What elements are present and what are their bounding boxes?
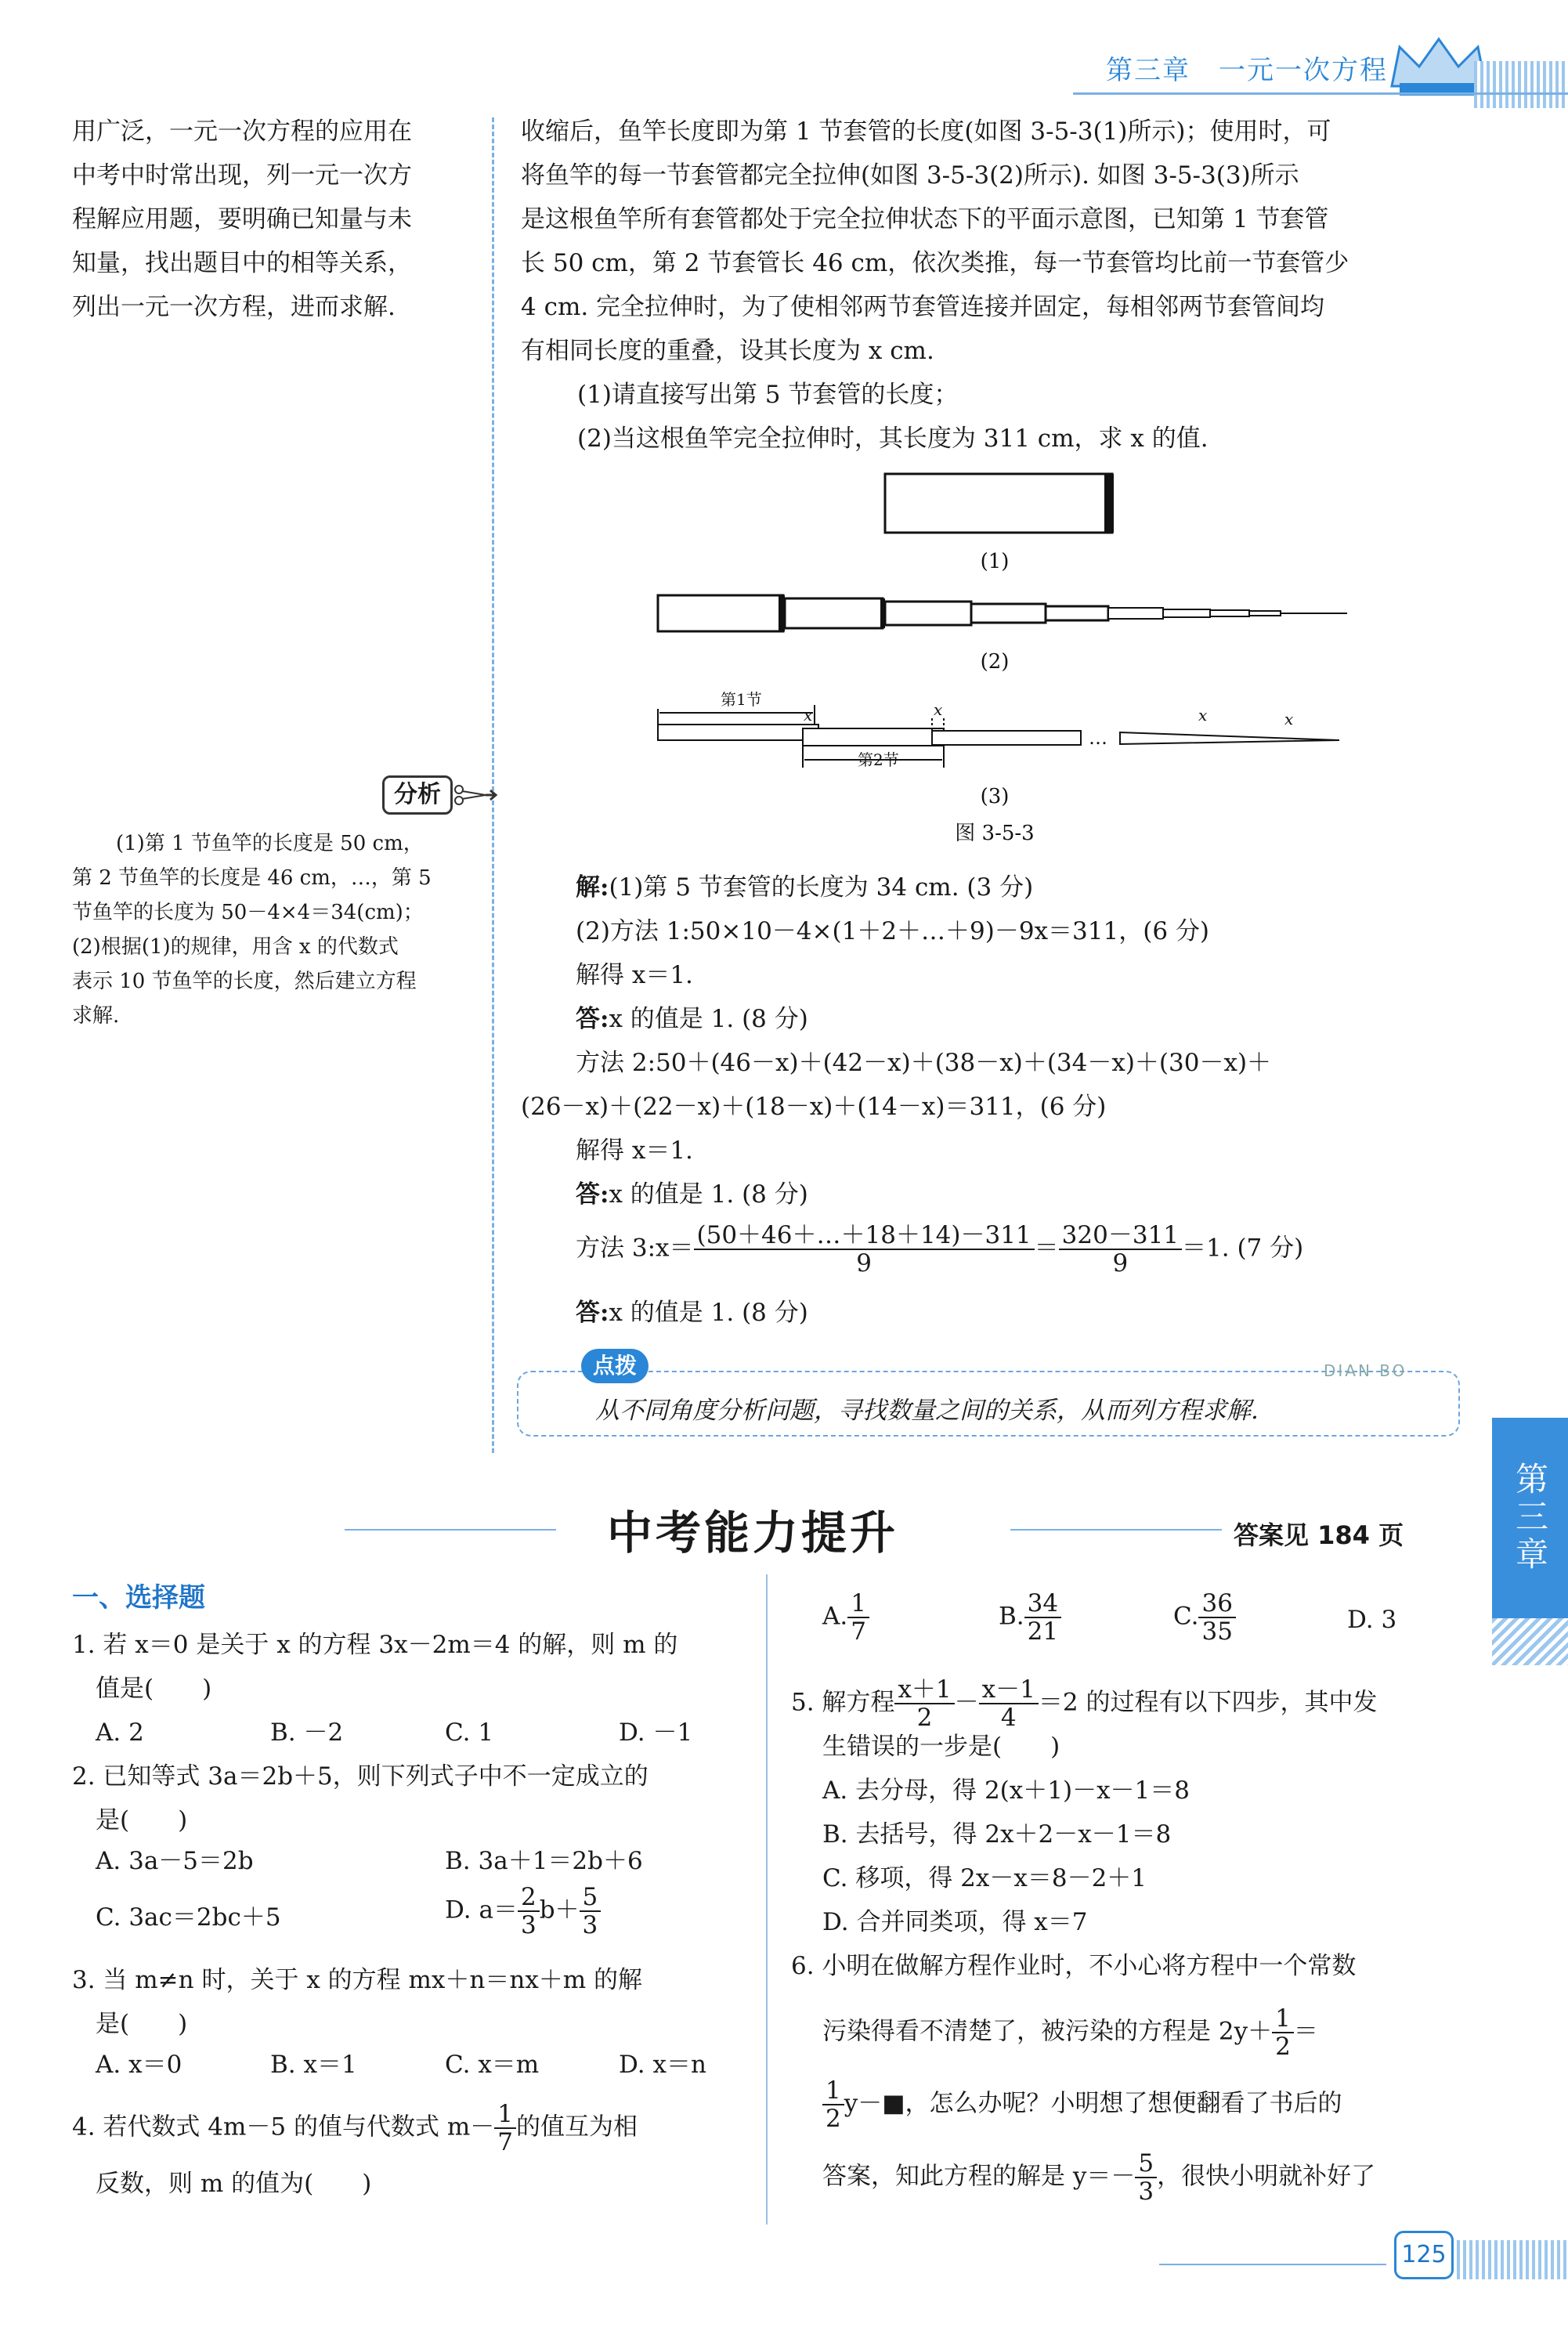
question-5-line-1 (791, 1676, 1480, 1731)
intro-line: 列出一元一次方程，进而求解. (72, 293, 396, 321)
frac-num: x＋1 (894, 1676, 954, 1704)
frac-num: 5 (1135, 2150, 1157, 2178)
frac-num: x－1 (979, 1676, 1039, 1704)
solution-line-1 (576, 866, 1476, 909)
chapter-tab-stripe (1492, 1618, 1568, 1665)
collapsed-rod-cap (1104, 474, 1114, 533)
intro-line: 中考中时常出现，列一元一次方 (72, 161, 412, 190)
tag-x-1: x (804, 706, 813, 725)
q5-text: ＝2 的过程有以下四步，其中发 (1038, 1688, 1378, 1717)
q5-opt-b: B. 去括号，得 2x＋2－x－1＝8 (822, 1820, 1172, 1849)
frac-num: 1 (822, 2077, 844, 2105)
opt-d-mid: b＋ (539, 1896, 580, 1925)
q4-opt-d: D. 3 (1347, 1606, 1397, 1634)
q5-text: 5. 解方程 (791, 1688, 895, 1717)
frac-num: 1 (847, 1590, 869, 1618)
section-title: 中考能力提升 (607, 1506, 899, 1560)
frac-num: 34 (1024, 1590, 1061, 1618)
scissor-arrow-icon (451, 783, 498, 807)
q4-opt-c (1173, 1590, 1236, 1645)
q1-opt-a: A. 2 (96, 1719, 144, 1747)
rod-section-6 (1108, 608, 1163, 619)
analysis-line: 第 2 节鱼竿的长度是 46 cm，…，第 5 (72, 866, 432, 890)
exercise-column-divider (766, 1574, 768, 2225)
frac-num: 2 (518, 1884, 540, 1912)
section-rule-left (345, 1529, 556, 1531)
q2-opt-c: C. 3ac＝2bc＋5 (96, 1903, 281, 1932)
q5-text: － (954, 1688, 979, 1717)
frac-num: 5 (580, 1884, 602, 1912)
method2-line-a: 方法 2:50＋(46－x)＋(42－x)＋(38－x)＋(34－x)＋(30－x)＋ (576, 1049, 1272, 1077)
frac (580, 1884, 602, 1939)
frac-den: 2 (1275, 2033, 1291, 2062)
plan-section-1 (658, 725, 818, 740)
q3-opt-d: D. x＝n (619, 2051, 706, 2079)
plan-section-2 (803, 728, 944, 746)
frac (1135, 2150, 1157, 2205)
question-2: (2)当这根鱼竿完全拉伸时，其长度为 311 cm，求 x 的值. (577, 425, 1209, 453)
answer-reference: 答案见 184 页 (1234, 1520, 1404, 1550)
tip-tag-en: DIAN BO (1324, 1361, 1407, 1380)
frac-den: 3 (520, 1911, 537, 1940)
solution-text: (1)第 5 节套管的长度为 34 cm. (3 分) (609, 873, 1034, 902)
analysis-line: 节鱼竿的长度为 50－4×4＝34(cm)； (72, 901, 424, 924)
q4-opt-a (822, 1590, 869, 1645)
q1-opt-c: C. 1 (445, 1719, 494, 1747)
q5-opt-d: D. 合并同类项，得 x＝7 (822, 1908, 1088, 1936)
question-2-block (72, 1755, 746, 1842)
q2-opt-a: A. 3a－5＝2b (96, 1847, 254, 1875)
solution-cont (576, 1129, 1476, 1216)
q3-line: 是( ) (96, 2010, 188, 2038)
frac (822, 2077, 844, 2132)
intro-line: 知量，找出题目中的相等关系， (72, 249, 412, 277)
problem-line: 有相同长度的重叠，设其长度为 x cm. (521, 337, 934, 365)
frac (894, 1676, 954, 1731)
frac (1198, 1590, 1235, 1645)
answer-line-1 (576, 997, 1476, 1041)
question-6-line-4 (822, 2150, 1496, 2205)
rod-section-2 (785, 598, 883, 628)
section-rule-right (1010, 1529, 1222, 1531)
question-6-line-3 (822, 2077, 1496, 2132)
rod-section-9 (1249, 611, 1281, 616)
problem-line: 4 cm. 完全拉伸时，为了使相邻两节套管连接并固定，每相邻两节套管间均 (521, 293, 1325, 321)
tag-x-2: x (934, 700, 943, 719)
method3-prefix: 方法 3:x＝ (576, 1234, 694, 1263)
question-4-line-1 (72, 2101, 753, 2156)
problem-line: 收缩后，鱼竿长度即为第 1 节套管的长度(如图 3-5-3(1)所示)；使用时，可 (521, 117, 1331, 146)
header-rule (1073, 92, 1568, 95)
figure-label-3: (3) (980, 785, 1010, 808)
question-6-line-1: 6. 小明在做解方程作业时，不小心将方程中一个常数 (791, 1952, 1357, 1980)
frac-den: 7 (497, 2128, 513, 2157)
rod-section-7 (1163, 609, 1210, 617)
q6-text: ＝ (1293, 2017, 1318, 2046)
frac-den: 9 (856, 1249, 872, 1278)
method3-frac-2 (1059, 1222, 1182, 1277)
method2-line-b: (26－x)＋(22－x)＋(18－x)＋(14－x)＝311，(6 分) (521, 1093, 1107, 1121)
tag-sec1: 第1节 (721, 690, 762, 709)
q2-line: 是( ) (96, 1806, 188, 1834)
analysis-line: 表示 10 节鱼竿的长度，然后建立方程 (72, 970, 417, 993)
frac (518, 1884, 540, 1939)
exercise-heading: 一、选择题 (72, 1582, 205, 1614)
answer-text: x 的值是 1. (8 分) (609, 1180, 808, 1209)
tag-sec2: 第2节 (858, 750, 899, 769)
header-stripe-decoration (1474, 61, 1568, 108)
intro-line: 程解应用题，要明确已知量与未 (72, 205, 412, 233)
frac (847, 1590, 869, 1645)
tip-tag: 点拨 (581, 1349, 649, 1383)
frac-den: 2 (826, 2105, 841, 2134)
frac (1024, 1590, 1061, 1645)
footer-rule (1159, 2264, 1386, 2265)
frac-den: 7 (851, 1617, 866, 1646)
analysis-line: (1)第 1 节鱼竿的长度是 50 cm， (116, 832, 424, 855)
frac-den: 21 (1027, 1617, 1059, 1646)
rod-section-4 (971, 604, 1046, 623)
solution (576, 866, 1476, 1085)
solution-line-2: (2)方法 1:50×10－4×(1＋2＋…＋9)－9x＝311，(6 分) (576, 917, 1209, 945)
q2-line: 2. 已知等式 3a＝2b＋5，则下列式子中不一定成立的 (72, 1762, 649, 1791)
q3-opt-a: A. x＝0 (96, 2051, 182, 2079)
frac-den: 3 (582, 1911, 598, 1940)
frac-den: 3 (1138, 2178, 1154, 2206)
q3-line: 3. 当 m≠n 时，关于 x 的方程 mx＋n＝nx＋m 的解 (72, 1966, 643, 1994)
frac-num: 36 (1198, 1590, 1235, 1618)
figure-label-2: (2) (980, 650, 1010, 674)
question-4-line-2: 反数，则 m 的值为( ) (96, 2170, 372, 2198)
q1-opt-b: B. －2 (270, 1719, 344, 1747)
q2-opt-d (445, 1884, 601, 1939)
page-number: 125 (1394, 2231, 1454, 2279)
rod-section-3 (885, 602, 971, 625)
frac-num: (50＋46＋…＋18＋14)－311 (694, 1222, 1035, 1250)
q3-opt-b: B. x＝1 (270, 2051, 357, 2079)
opt-d-prefix: D. a＝ (445, 1896, 518, 1925)
question-1: (1)请直接写出第 5 节套管的长度； (577, 381, 959, 409)
intro-line: 用广泛，一元一次方程的应用在 (72, 117, 412, 146)
q5-line: 生错误的一步是( ) (822, 1733, 1060, 1761)
q4-text: 的值互为相 (515, 2112, 638, 2141)
frac-num: 1 (1272, 2005, 1294, 2033)
frac-num: 320－311 (1059, 1222, 1182, 1250)
method3-line (576, 1222, 1303, 1277)
q6-text: y－■，怎么办呢？小明想了想便翻看了书后的 (844, 2089, 1342, 2118)
q1-line: 值是( ) (96, 1675, 212, 1703)
fishing-rod-figure (650, 466, 1355, 842)
method3-tail: ＝1. (7 分) (1182, 1234, 1304, 1263)
problem-line: 长 50 cm，第 2 节套管长 46 cm，依次类推，每一节套管均比前一节套管少 (521, 249, 1349, 277)
plan-tip (1120, 732, 1339, 744)
frac-num: 1 (494, 2101, 516, 2129)
plan-section-3 (932, 731, 1081, 745)
q2-opt-b: B. 3a＋1＝2b＋6 (445, 1847, 643, 1875)
answer-head: 答: (576, 1005, 609, 1033)
analysis-line: 求解. (72, 1004, 120, 1028)
answer-head: 答: (576, 1180, 609, 1209)
analysis-text (72, 826, 479, 1033)
tag-x-3: x (1198, 706, 1208, 725)
rod-section-1 (658, 595, 783, 631)
opt-letter: A. (822, 1602, 848, 1631)
frac-den: 35 (1201, 1617, 1233, 1646)
problem-line: 将鱼竿的每一节套管都完全拉伸(如图 3-5-3(2)所示). 如图 3-5-3(3)所示 (521, 161, 1299, 190)
chapter-tab: 第三章 (1492, 1418, 1568, 1618)
solution-head: 解: (576, 873, 609, 902)
chapter-header-title: 第三章 一元一次方程 (1106, 55, 1388, 86)
answer-line-3 (576, 1291, 808, 1335)
figure-caption: 图 3-5-3 (955, 822, 1035, 842)
question-1-block (72, 1623, 746, 1711)
analysis-line: (2)根据(1)的规律，用含 x 的代数式 (72, 935, 399, 959)
frac (1272, 2005, 1294, 2060)
answer-text: x 的值是 1. (8 分) (609, 1005, 808, 1033)
tip-text: 从不同角度分析问题，寻找数量之间的关系，从而列方程求解. (595, 1397, 1259, 1425)
q5-opt-c: C. 移项，得 2x－x＝8－2＋1 (822, 1864, 1147, 1892)
collapsed-rod (885, 474, 1112, 533)
q6-text: 污染得看不清楚了，被污染的方程是 2y＋ (822, 2017, 1273, 2046)
rod-section-5 (1046, 606, 1108, 620)
rod-section-8 (1210, 610, 1249, 616)
opt-letter: B. (999, 1602, 1024, 1631)
plan-ellipsis: … (1089, 727, 1107, 749)
solution-line-3: 解得 x＝1. (576, 961, 693, 989)
q4-text: 4. 若代数式 4m－5 的值与代数式 m－ (72, 2112, 495, 2141)
frac-den: 2 (916, 1704, 933, 1733)
tag-x-4: x (1284, 710, 1294, 728)
figure-label-1: (1) (980, 550, 1010, 573)
question-6-line-2 (822, 2005, 1496, 2060)
method3-frac-1 (694, 1222, 1035, 1277)
answer-line-2 (576, 1173, 1476, 1216)
answer-head: 答: (576, 1299, 609, 1327)
frac-den: 9 (1112, 1249, 1129, 1278)
footer-stripe-decoration (1457, 2240, 1568, 2279)
method3-eq: ＝ (1034, 1234, 1059, 1263)
analysis-tag: 分析 (382, 775, 453, 815)
q3-opt-c: C. x＝m (445, 2051, 540, 2079)
problem-line: 是这根鱼竿所有套管都处于完全拉伸状态下的平面示意图，已知第 1 节套管 (521, 205, 1329, 233)
q1-opt-d: D. －1 (619, 1719, 693, 1747)
q6-text: ，很快小明就补好了 (1157, 2162, 1376, 2191)
frac (494, 2101, 516, 2156)
frac (979, 1676, 1039, 1731)
q4-opt-b (999, 1590, 1061, 1645)
method2-line-c: 解得 x＝1. (576, 1137, 693, 1165)
problem-text (521, 110, 1476, 461)
question-5-block (822, 1725, 1480, 1944)
q6-text: 答案，知此方程的解是 y＝－ (822, 2162, 1136, 2191)
question-3-block (72, 1958, 746, 2046)
frac-den: 4 (1000, 1704, 1017, 1733)
q5-opt-a: A. 去分母，得 2(x＋1)－x－1＝8 (822, 1776, 1190, 1805)
left-intro (72, 110, 479, 329)
q1-line: 1. 若 x＝0 是关于 x 的方程 3x－2m＝4 的解，则 m 的 (72, 1631, 678, 1659)
opt-letter: C. (1173, 1602, 1199, 1631)
answer-text: x 的值是 1. (8 分) (609, 1299, 808, 1327)
